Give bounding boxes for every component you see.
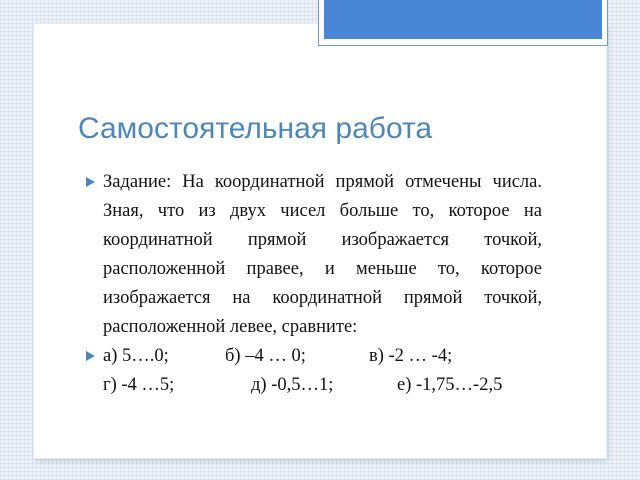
bullet-arrow-icon xyxy=(86,351,95,361)
exercise-row-1 xyxy=(103,342,542,371)
slide-body xyxy=(86,168,542,400)
decorative-tab xyxy=(324,0,602,39)
exercise-e: е) -1,75…-2,5 xyxy=(397,375,503,395)
exercise-row-2 xyxy=(103,371,542,400)
exercise-d: д) -0,5…1; xyxy=(251,375,334,395)
exercise-c: в) -2 … -4; xyxy=(369,346,453,366)
bullet-task xyxy=(86,168,542,342)
bullet-arrow-icon xyxy=(86,177,95,187)
exercise-b: б) –4 … 0; xyxy=(225,346,306,366)
slide-title: Самостоятельная работа xyxy=(78,112,433,145)
exercise-a: а) 5….0; xyxy=(103,346,169,366)
bullet-exercises xyxy=(86,342,542,400)
task-text: Задание: На координатной прямой отмечены числа. Зная, что из двух чисел больше то, которое на координатной прямой изображается точкой, расположенной правее, и меньше то, которое изображается на координатной прямой точкой, расположенной левее, сравните: xyxy=(103,172,542,337)
exercise-g: г) -4 …5; xyxy=(103,375,175,395)
